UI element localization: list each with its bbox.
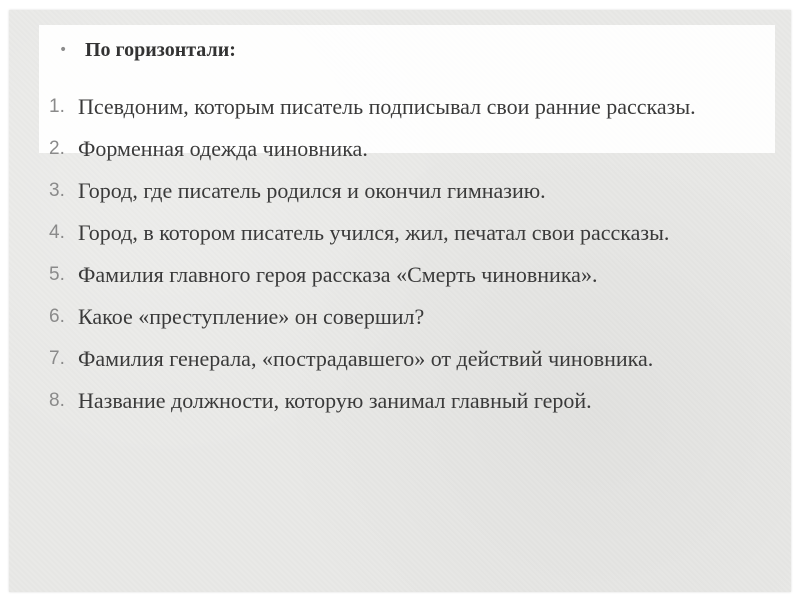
list-item (49, 216, 739, 250)
item-text: Название должности, которую занимал главный герой. (78, 388, 592, 413)
item-number: 4. (49, 222, 65, 243)
item-text: Форменная одежда чиновника. (78, 136, 368, 161)
list-item (49, 300, 739, 334)
item-number: 7. (49, 348, 65, 369)
list-item (49, 174, 739, 208)
item-number: 5. (49, 264, 65, 285)
slide (9, 10, 791, 592)
item-text: Псевдоним, которым писатель подписывал свои ранние рассказы. (78, 94, 696, 119)
list-item (49, 342, 739, 376)
list-item (49, 258, 739, 292)
item-number: 6. (49, 306, 65, 327)
bullet-icon: • (59, 42, 68, 58)
item-number: 2. (49, 138, 65, 159)
item-number: 1. (49, 96, 65, 117)
item-number: 3. (49, 180, 65, 201)
item-number: 8. (49, 390, 65, 411)
item-text: Фамилия генерала, «пострадавшего» от действий чиновника. (78, 346, 654, 371)
slide-heading: По горизонтали: (85, 39, 236, 61)
item-text: Какое «преступление» он совершил? (78, 304, 425, 329)
heading-row (59, 38, 236, 62)
list-item (49, 132, 739, 166)
clue-list (49, 90, 739, 426)
list-item (49, 384, 739, 418)
list-item (49, 90, 739, 124)
item-text: Город, где писатель родился и окончил гимназию. (78, 178, 546, 203)
item-text: Город, в котором писатель учился, жил, печатал свои рассказы. (78, 220, 670, 245)
item-text: Фамилия главного героя рассказа «Смерть чиновника». (78, 262, 598, 287)
slide-content (9, 10, 791, 592)
